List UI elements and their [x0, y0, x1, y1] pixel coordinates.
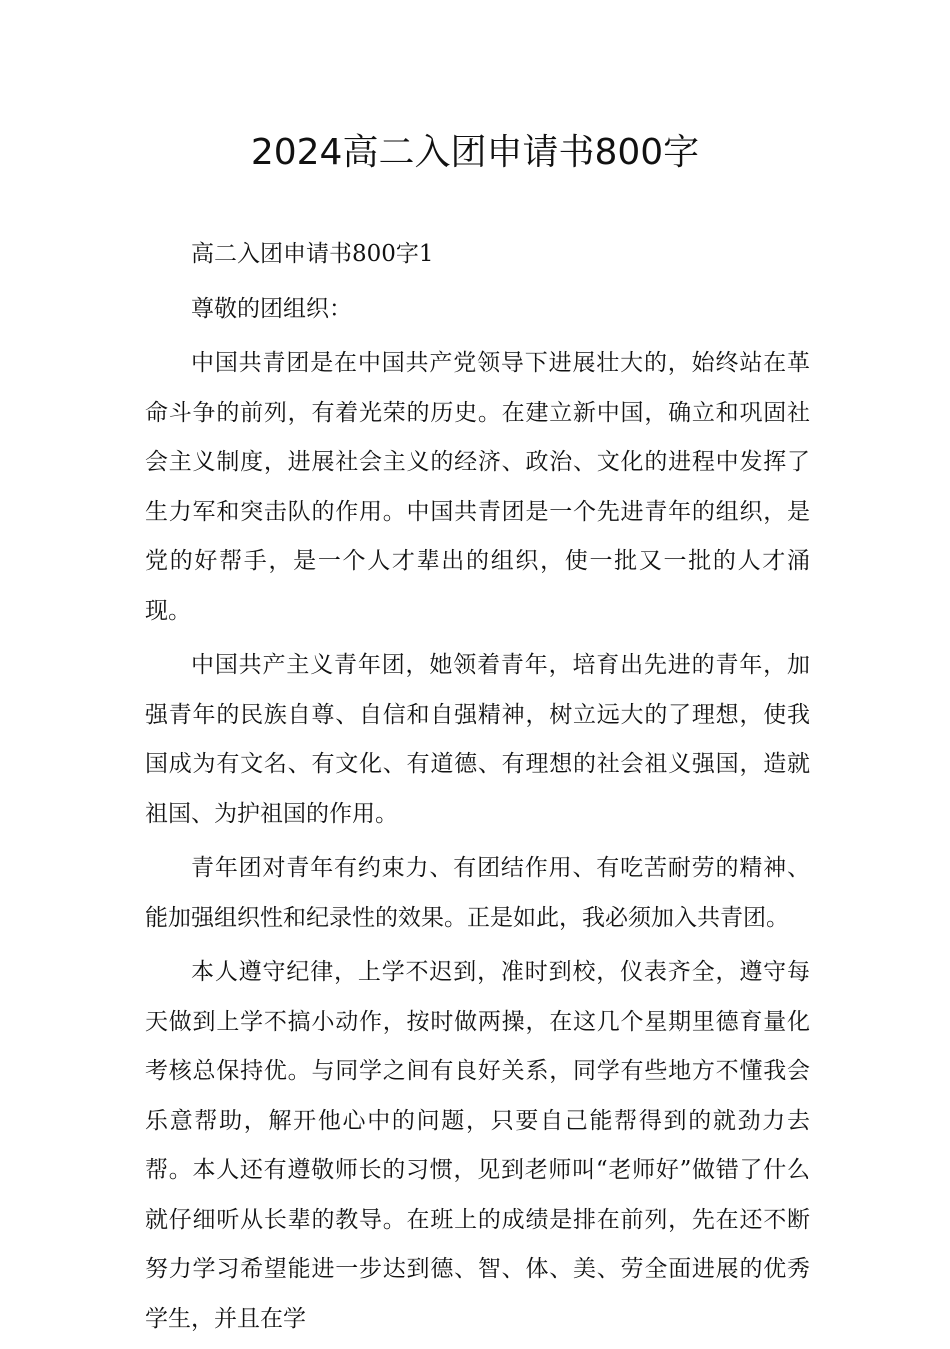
paragraph-2: 中国共产主义青年团，她领着青年，培育出先进的青年，加强青年的民族自尊、自信和自强精神，树立远大的了理想，使我国成为有文名、有文化、有道德、有理想的社会祖义强国，造就祖国、为护祖国的作用。 [145, 652, 810, 827]
salutation: 尊敬的团组织： [191, 295, 352, 322]
paragraph-1: 中国共青团是在中国共产党领导下进展壮大的，始终站在革命斗争的前列，有着光荣的历史。在建立新中国，确立和巩固社会主义制度，进展社会主义的经济、政治、文化的进程中发挥了生力军和突击队的作用。中国共青团是一个先进青年的组织，是党的好帮手，是一个人才辈出的组织，使一批又一批的人才涌现。 [145, 350, 810, 624]
document-body [145, 230, 810, 1349]
document-title: 2024高二入团申请书800字 [250, 132, 700, 173]
paragraph-3: 青年团对青年有约束力、有团结作用、有吃苦耐劳的精神、能加强组织性和纪录性的效果。正是如此，我必须加入共青团。 [145, 855, 810, 931]
section-heading: 高二入团申请书800字1 [191, 241, 434, 267]
paragraph-4: 本人遵守纪律，上学不迟到，准时到校，仪表齐全，遵守每天做到上学不搞小动作，按时做两操，在这几个星期里德育量化考核总保持优。与同学之间有良好关系，同学有些地方不懂我会乐意帮助，解开他心中的问题，只要自己能帮得到的就劲力去帮。本人还有遵敬师长的习惯，见到老师叫“老师好”做错了什么就仔细听从长辈的教导。在班上的成绩是排在前列，先在还不断努力学习希望能进一步达到德、智、体、美、劳全面进展的优秀学生，并且在学 [145, 959, 810, 1332]
